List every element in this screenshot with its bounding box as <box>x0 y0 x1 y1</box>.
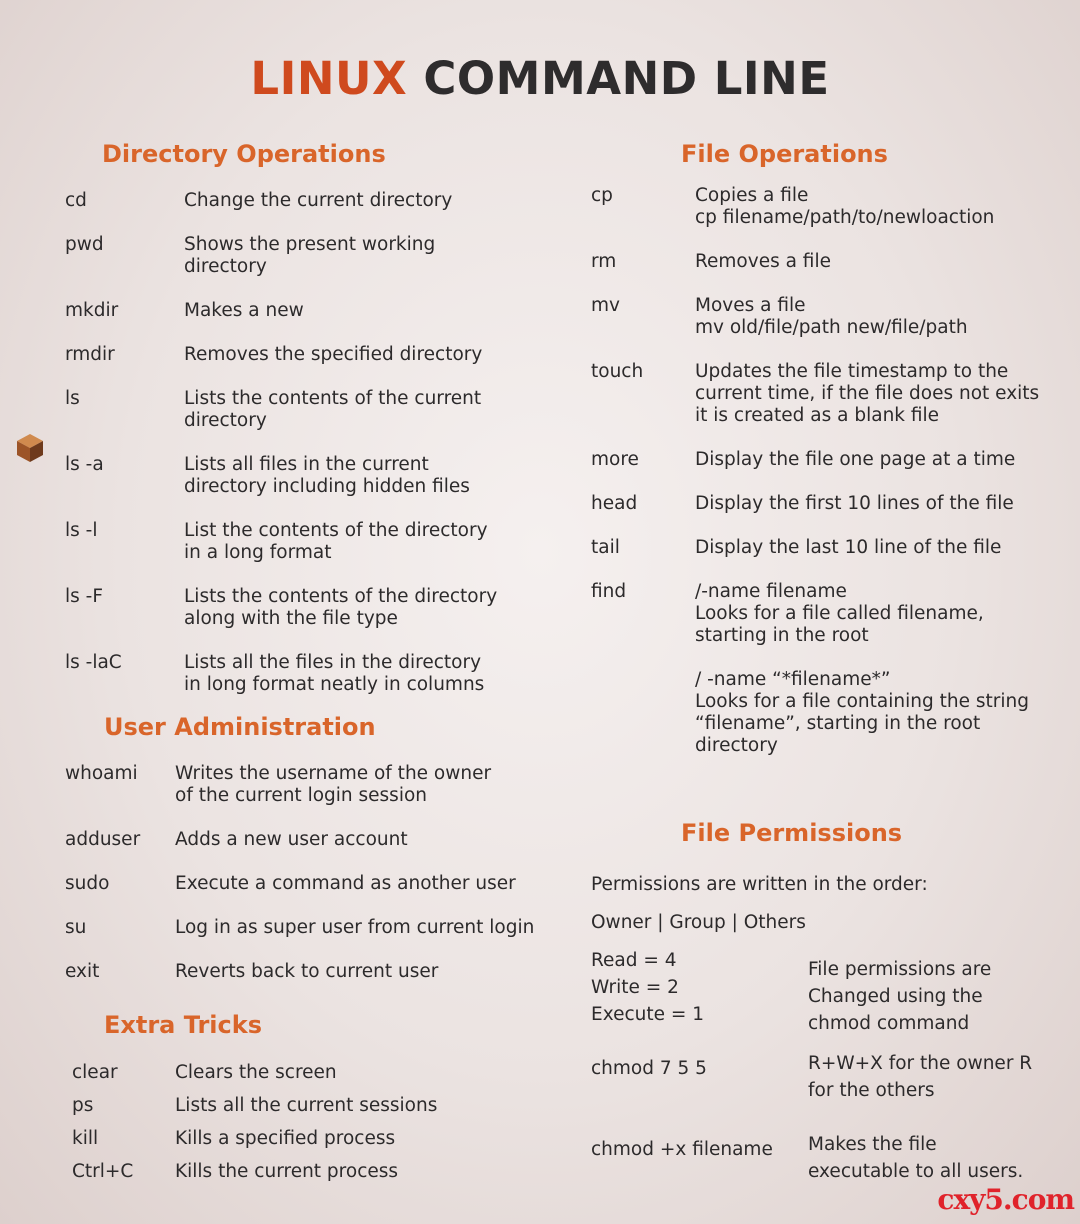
desc-ls: Lists the contents of the current directory <box>184 388 482 431</box>
cmd-kill: kill <box>72 1128 99 1149</box>
desc-adduser: Adds a new user account <box>175 829 408 850</box>
desc-head: Display the first 10 lines of the file <box>695 493 1014 514</box>
cmd-ls-a: ls -a <box>65 454 104 475</box>
desc-mv: Moves a file mv old/file/path new/file/path <box>695 295 968 338</box>
desc-whoami: Writes the username of the owner of the current login session <box>175 763 492 806</box>
cmd-cp: cp <box>591 185 613 206</box>
cube-icon <box>14 432 46 464</box>
desc-chmod-755: R+W+X for the owner R for the others <box>808 1053 1033 1101</box>
desc-su: Log in as super user from current login <box>175 917 535 938</box>
desc-mkdir: Makes a new <box>184 300 304 321</box>
desc-kill: Kills a specified process <box>175 1128 396 1149</box>
desc-ls-l: List the contents of the directory in a long format <box>184 520 488 563</box>
cmd-ls: ls <box>65 388 80 409</box>
cmd-cd: cd <box>65 190 87 211</box>
perm-execute-value: Execute = 1 <box>591 1004 705 1025</box>
desc-touch: Updates the file timestamp to the current time, if the file does not exits it is created as a blank file <box>695 361 1040 426</box>
cmd-rmdir: rmdir <box>65 344 115 365</box>
cmd-chmod-x: chmod +x filename <box>591 1139 773 1160</box>
file-operations-heading: File Operations <box>681 140 888 168</box>
desc-cd: Change the current directory <box>184 190 453 211</box>
title-command-line: COMMAND LINE <box>423 52 830 105</box>
cmd-touch: touch <box>591 361 644 382</box>
extra-tricks-heading: Extra Tricks <box>104 1011 263 1039</box>
watermark-logo: cxy5.com <box>937 1183 1074 1216</box>
perm-read-value: Read = 4 <box>591 950 677 971</box>
directory-operations-heading: Directory Operations <box>102 140 386 168</box>
desc-ls-laC: Lists all the files in the directory in long format neatly in columns <box>184 652 485 695</box>
permissions-change-note: File permissions are Changed using the chmod command <box>808 959 992 1034</box>
cmd-rm: rm <box>591 251 617 272</box>
desc-ps: Lists all the current sessions <box>175 1095 438 1116</box>
desc-cp: Copies a file cp filename/path/to/newloaction <box>695 185 995 228</box>
permissions-order: Owner | Group | Others <box>591 912 806 933</box>
cmd-find: find <box>591 581 627 602</box>
cmd-mv: mv <box>591 295 620 316</box>
cmd-whoami: whoami <box>65 763 138 784</box>
cmd-adduser: adduser <box>65 829 141 850</box>
cmd-ls-l: ls -l <box>65 520 98 541</box>
perm-write-value: Write = 2 <box>591 977 679 998</box>
desc-clear: Clears the screen <box>175 1062 337 1083</box>
desc-ls-a: Lists all files in the current directory including hidden files <box>184 454 470 497</box>
desc-find-name: /-name filename Looks for a file called filename, starting in the root <box>695 581 984 646</box>
cmd-pwd: pwd <box>65 234 104 255</box>
cmd-ctrl-c: Ctrl+C <box>72 1161 134 1182</box>
desc-more: Display the file one page at a time <box>695 449 1016 470</box>
cmd-clear: clear <box>72 1062 118 1083</box>
cmd-sudo: sudo <box>65 873 110 894</box>
cmd-ls-laC: ls -laC <box>65 652 122 673</box>
cmd-tail: tail <box>591 537 620 558</box>
desc-find-string: / -name “*filename*” Looks for a file containing the string “filename”, starting in the root directory <box>695 669 1029 756</box>
cmd-head: head <box>591 493 638 514</box>
cmd-more: more <box>591 449 639 470</box>
desc-rmdir: Removes the specified directory <box>184 344 483 365</box>
cmd-mkdir: mkdir <box>65 300 119 321</box>
cmd-su: su <box>65 917 87 938</box>
cmd-chmod-755: chmod 7 5 5 <box>591 1058 707 1079</box>
desc-chmod-x: Makes the file executable to all users. <box>808 1134 1024 1182</box>
desc-ls-F: Lists the contents of the directory along with the file type <box>184 586 498 629</box>
desc-exit: Reverts back to current user <box>175 961 439 982</box>
file-permissions-heading: File Permissions <box>681 819 903 847</box>
desc-tail: Display the last 10 line of the file <box>695 537 1002 558</box>
title-linux: LINUX <box>250 52 408 105</box>
desc-ctrl-c: Kills the current process <box>175 1161 399 1182</box>
cmd-exit: exit <box>65 961 100 982</box>
page-title <box>0 52 1080 105</box>
cmd-ls-F: ls -F <box>65 586 103 607</box>
desc-sudo: Execute a command as another user <box>175 873 516 894</box>
permissions-order-label: Permissions are written in the order: <box>591 874 928 895</box>
user-administration-heading: User Administration <box>104 713 376 741</box>
cmd-ps: ps <box>72 1095 94 1116</box>
desc-pwd: Shows the present working directory <box>184 234 436 277</box>
desc-rm: Removes a file <box>695 251 831 272</box>
